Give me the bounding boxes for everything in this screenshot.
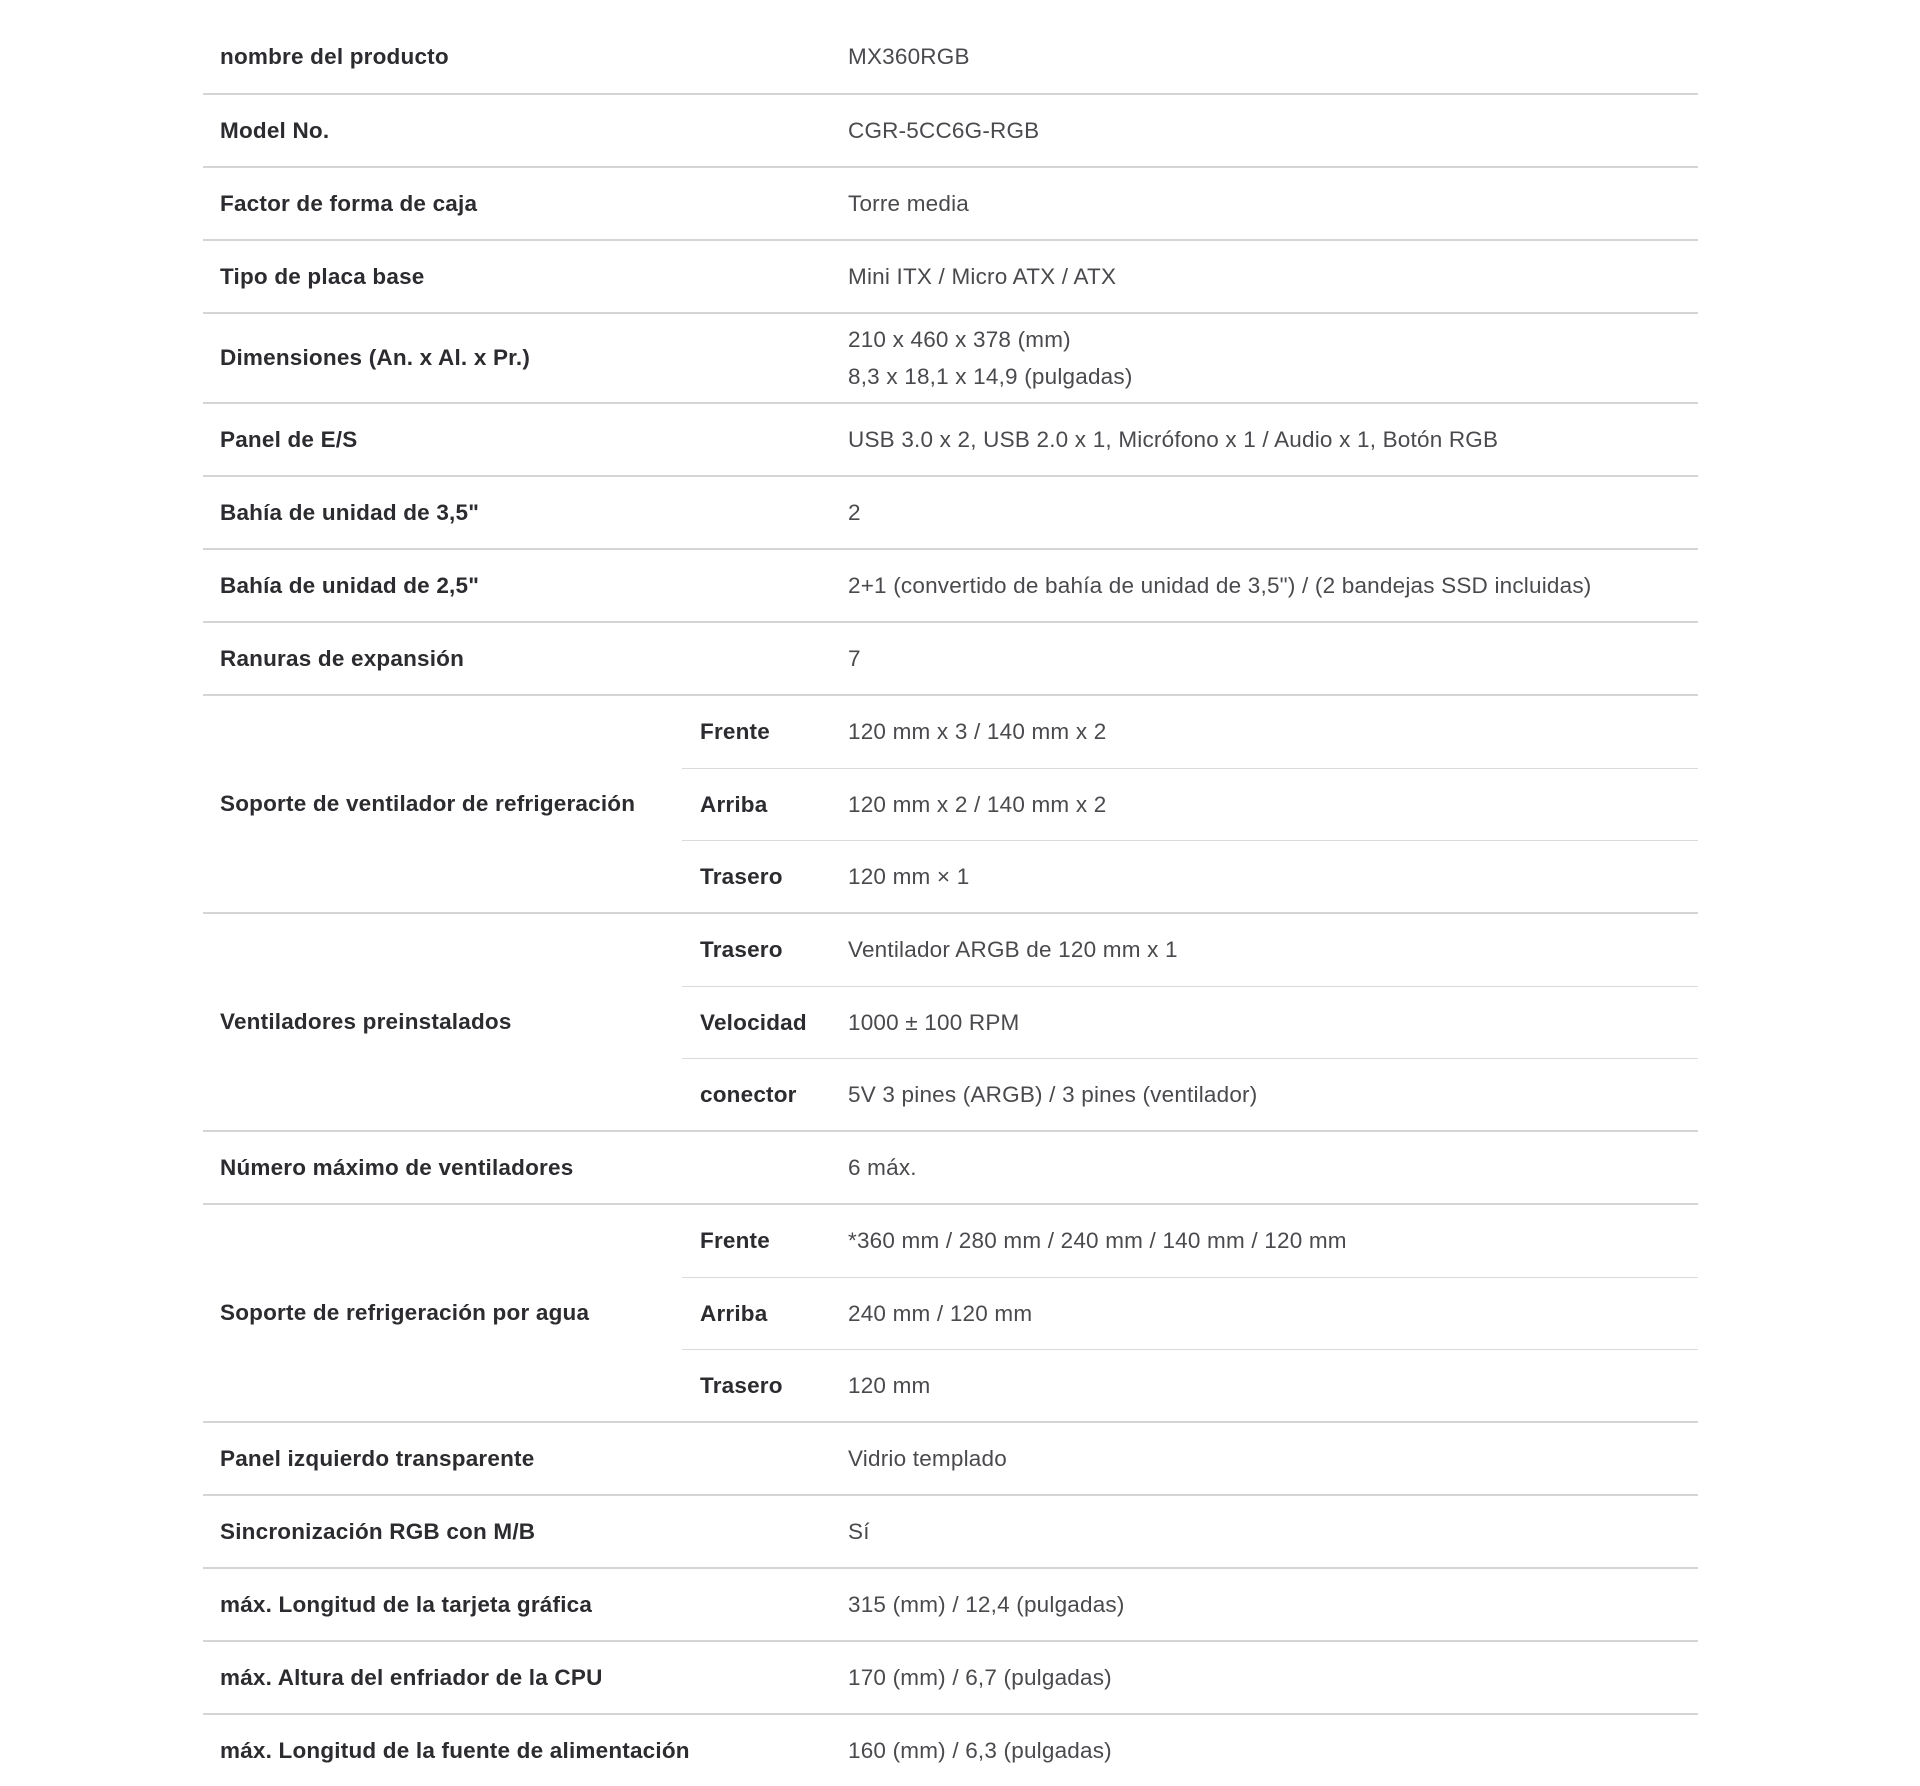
- spec-value: Mini ITX / Micro ATX / ATX: [848, 263, 1117, 289]
- subrow-front: [682, 696, 1698, 768]
- spec-value: 120 mm x 3 / 140 mm x 2: [848, 719, 1107, 744]
- spec-value: USB 3.0 x 2, USB 2.0 x 1, Micrófono x 1 / Audio x 1, Botón RGB: [848, 426, 1499, 452]
- subrow-top: [682, 1277, 1698, 1349]
- spec-row-max-gpu-length: [203, 1567, 1698, 1640]
- spec-value: 120 mm x 2 / 140 mm x 2: [848, 791, 1107, 817]
- spec-value: Sí: [848, 1518, 870, 1544]
- water-cooling-subrows: [682, 1205, 1698, 1421]
- spec-row-form-factor: [203, 166, 1698, 239]
- spec-value: 6 máx.: [848, 1154, 917, 1180]
- spec-value: 120 mm: [848, 1372, 931, 1398]
- preinstalled-fans-subrows: [682, 914, 1698, 1130]
- spec-label: Panel izquierdo transparente: [220, 1445, 535, 1471]
- spec-value: 160 (mm) / 6,3 (pulgadas): [848, 1737, 1112, 1763]
- spec-sublabel: Trasero: [700, 937, 783, 962]
- spec-label: Factor de forma de caja: [220, 190, 478, 216]
- spec-row-drive-bay-25: [203, 548, 1698, 621]
- spec-value: Vidrio templado: [848, 1445, 1007, 1471]
- spec-label: Bahía de unidad de 3,5": [220, 499, 480, 525]
- spec-value: Ventilador ARGB de 120 mm x 1: [848, 937, 1178, 962]
- subrow-top: [682, 768, 1698, 840]
- subrow-front: [682, 1205, 1698, 1277]
- spec-label: Model No.: [220, 117, 330, 143]
- spec-row-max-cpu-cooler-height: [203, 1640, 1698, 1713]
- spec-label: Sincronización RGB con M/B: [220, 1518, 536, 1544]
- spec-label: máx. Longitud de la fuente de alimentación: [220, 1737, 690, 1763]
- spec-label: máx. Altura del enfriador de la CPU: [220, 1664, 603, 1690]
- spec-row-product-name: [203, 20, 1698, 93]
- subrow-rear: [682, 914, 1698, 986]
- spec-sublabel: Arriba: [700, 1300, 768, 1326]
- spec-row-model-no: [203, 93, 1698, 166]
- spec-row-expansion-slots: [203, 621, 1698, 694]
- spec-label: Soporte de ventilador de refrigeración: [220, 791, 636, 816]
- spec-value: 2+1 (convertido de bahía de unidad de 3,5") / (2 bandejas SSD incluidas): [848, 572, 1592, 598]
- spec-sublabel: conector: [700, 1081, 797, 1107]
- spec-label: Dimensiones (An. x Al. x Pr.): [220, 345, 531, 370]
- spec-row-max-psu-length: [203, 1713, 1698, 1786]
- spec-sublabel: Velocidad: [700, 1009, 807, 1035]
- spec-label: Panel de E/S: [220, 426, 358, 452]
- spec-value: [848, 321, 1698, 395]
- spec-value: 2: [848, 499, 861, 525]
- spec-row-dimensions: [203, 312, 1698, 402]
- spec-value: 170 (mm) / 6,7 (pulgadas): [848, 1664, 1112, 1690]
- spec-sublabel: Trasero: [700, 863, 783, 889]
- spec-value: 1000 ± 100 RPM: [848, 1009, 1020, 1035]
- subrow-rear: [682, 840, 1698, 912]
- spec-label: Ranuras de expansión: [220, 645, 465, 671]
- spec-value: 7: [848, 645, 861, 671]
- spec-value: 120 mm × 1: [848, 863, 970, 889]
- spec-group-fan-support: [203, 694, 1698, 912]
- spec-row-drive-bay-35: [203, 475, 1698, 548]
- spec-row-side-panel: [203, 1421, 1698, 1494]
- spec-value: Torre media: [848, 190, 969, 216]
- product-spec-table: [203, 20, 1698, 1786]
- spec-row-max-fans: [203, 1130, 1698, 1203]
- spec-label: Ventiladores preinstalados: [220, 1009, 512, 1034]
- spec-value: MX360RGB: [848, 43, 970, 69]
- spec-row-io-panel: [203, 402, 1698, 475]
- spec-sublabel: Frente: [700, 1228, 770, 1253]
- spec-label: Número máximo de ventiladores: [220, 1154, 574, 1180]
- subrow-connector: [682, 1058, 1698, 1130]
- spec-row-motherboard-type: [203, 239, 1698, 312]
- spec-value: 240 mm / 120 mm: [848, 1300, 1033, 1326]
- spec-sublabel: Arriba: [700, 791, 768, 817]
- spec-group-water-cooling: [203, 1203, 1698, 1421]
- spec-group-preinstalled-fans: [203, 912, 1698, 1130]
- spec-value: *360 mm / 280 mm / 240 mm / 140 mm / 120 mm: [848, 1228, 1347, 1253]
- fan-support-subrows: [682, 696, 1698, 912]
- spec-label: Tipo de placa base: [220, 263, 425, 289]
- spec-label: Soporte de refrigeración por agua: [220, 1300, 590, 1325]
- subrow-speed: [682, 986, 1698, 1058]
- spec-value: 5V 3 pines (ARGB) / 3 pines (ventilador): [848, 1081, 1258, 1107]
- spec-row-rgb-sync: [203, 1494, 1698, 1567]
- spec-label: máx. Longitud de la tarjeta gráfica: [220, 1591, 593, 1617]
- spec-value: CGR-5CC6G-RGB: [848, 117, 1040, 143]
- subrow-rear: [682, 1349, 1698, 1421]
- dimensions-inches: 8,3 x 18,1 x 14,9 (pulgadas): [848, 364, 1133, 389]
- spec-value: 315 (mm) / 12,4 (pulgadas): [848, 1591, 1125, 1617]
- spec-sublabel: Frente: [700, 719, 770, 744]
- spec-label: Bahía de unidad de 2,5": [220, 572, 480, 598]
- spec-label: nombre del producto: [220, 43, 449, 69]
- spec-sublabel: Trasero: [700, 1372, 783, 1398]
- dimensions-mm: 210 x 460 x 378 (mm): [848, 327, 1071, 352]
